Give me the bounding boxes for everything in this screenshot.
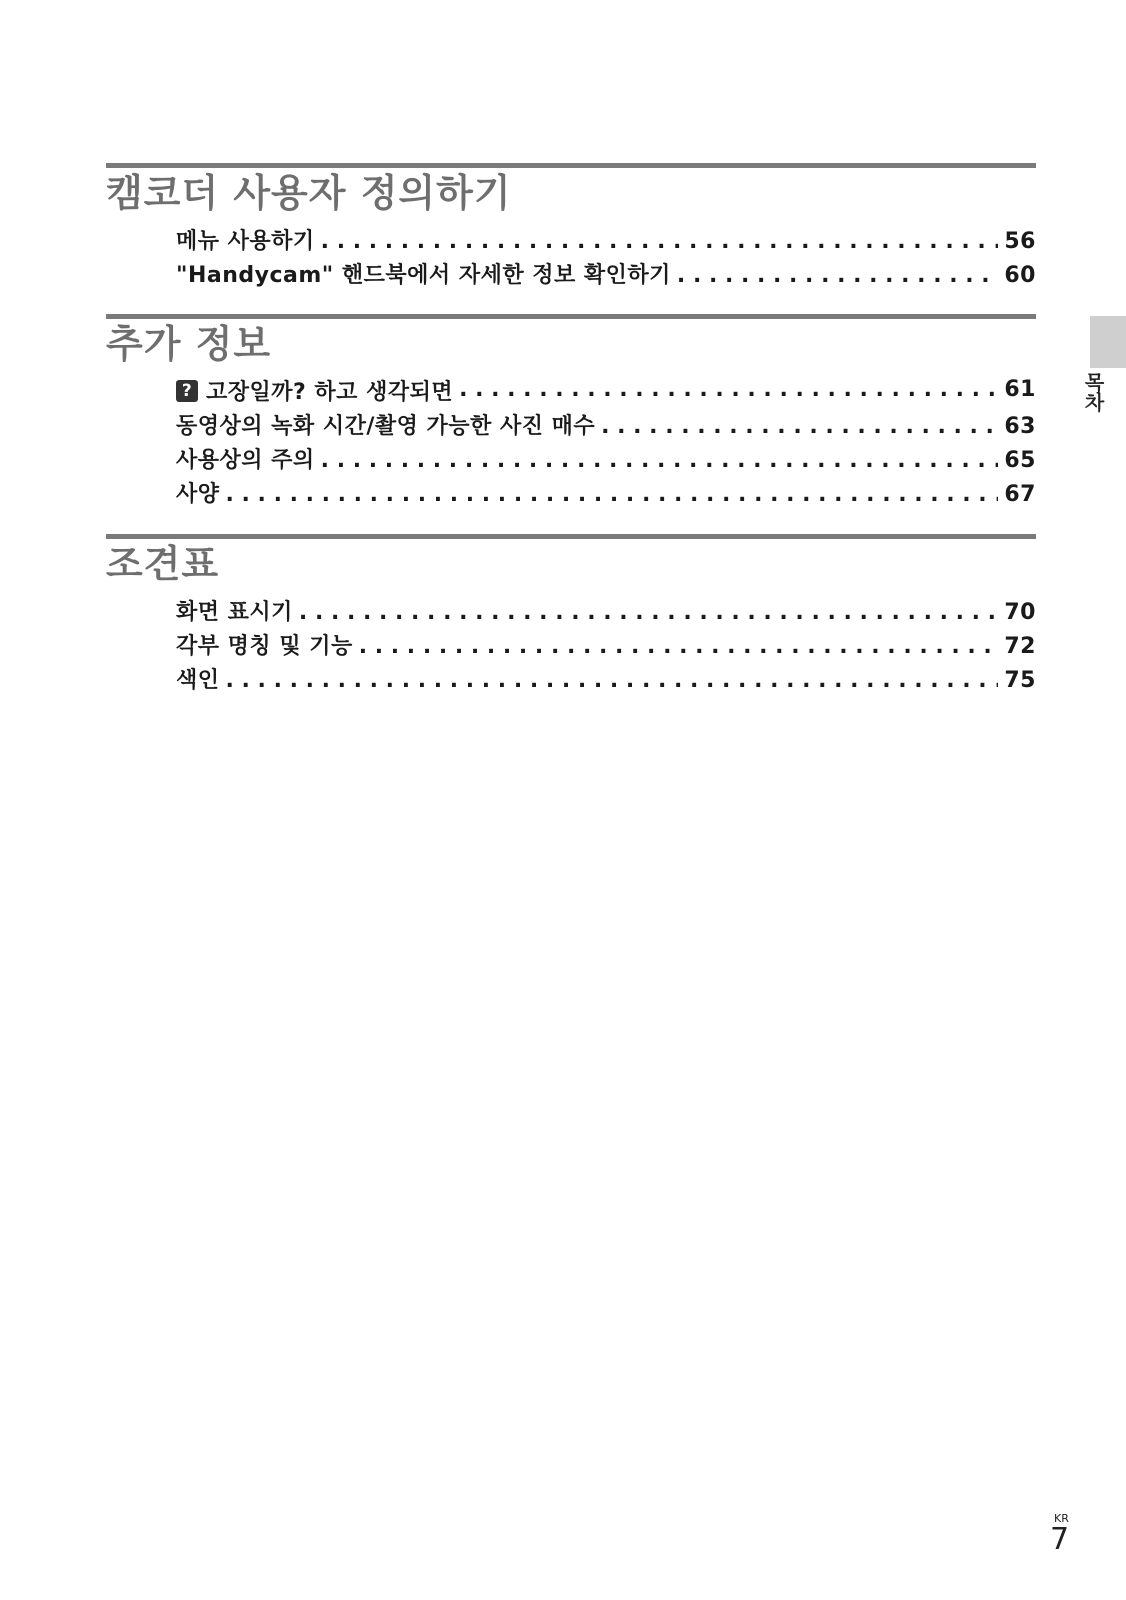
toc-entry-page: 56 xyxy=(1004,229,1036,254)
toc-entries xyxy=(176,595,1036,697)
toc-entry-page: 63 xyxy=(1004,414,1036,439)
toc-entry[interactable] xyxy=(176,375,1036,409)
leader-dots xyxy=(226,482,999,507)
question-icon: ? xyxy=(176,380,198,402)
toc-entry-label: 사양 xyxy=(176,482,220,507)
leader-dots xyxy=(359,634,999,659)
toc-entry-page: 60 xyxy=(1004,263,1036,288)
toc-section-quick-reference xyxy=(106,534,1036,697)
page-language-code: KR xyxy=(1054,1512,1069,1525)
toc-entry[interactable] xyxy=(176,663,1036,697)
toc-entry[interactable] xyxy=(176,409,1036,443)
section-rule xyxy=(106,534,1036,539)
toc-entries xyxy=(176,375,1036,511)
leader-dots xyxy=(459,377,998,402)
section-rule xyxy=(106,163,1036,168)
section-rule xyxy=(106,314,1036,319)
toc-entry-label: "Handycam" 핸드북에서 자세한 정보 확인하기 xyxy=(176,263,671,288)
side-tab-label: 목차 xyxy=(1081,372,1105,412)
side-tab-marker xyxy=(1090,316,1126,368)
toc-entry-label: 동영상의 녹화 시간/촬영 가능한 사진 매수 xyxy=(176,414,596,439)
toc-entry-label: 메뉴 사용하기 xyxy=(176,229,315,254)
leader-dots xyxy=(321,229,999,254)
toc-entry-page: 75 xyxy=(1004,668,1036,693)
leader-dots xyxy=(226,668,999,693)
page-number: 7 xyxy=(1050,1522,1070,1557)
toc-entry-page: 70 xyxy=(1004,600,1036,625)
leader-dots xyxy=(677,263,998,288)
toc-entries xyxy=(176,224,1036,292)
toc-entry-page: 65 xyxy=(1004,448,1036,473)
toc-section-customize xyxy=(106,163,1036,292)
toc-entry[interactable] xyxy=(176,443,1036,477)
toc-entry[interactable] xyxy=(176,477,1036,511)
toc-entry-label: 화면 표시기 xyxy=(176,600,293,625)
toc-entry[interactable] xyxy=(176,258,1036,292)
leader-dots xyxy=(321,448,999,473)
toc-entry-label: 각부 명칭 및 기능 xyxy=(176,634,353,659)
leader-dots xyxy=(601,414,998,439)
toc-entry-page: 67 xyxy=(1004,482,1036,507)
toc-entry[interactable] xyxy=(176,629,1036,663)
toc-entry-label: 색인 xyxy=(176,668,220,693)
toc-entry-page: 72 xyxy=(1004,634,1036,659)
section-title: 캠코더 사용자 정의하기 xyxy=(106,171,512,215)
toc-entry[interactable] xyxy=(176,595,1036,629)
section-title: 추가 정보 xyxy=(106,322,272,366)
toc-section-additional-info xyxy=(106,314,1036,511)
toc-entry-label: 사용상의 주의 xyxy=(176,448,315,473)
toc-entry-page: 61 xyxy=(1004,376,1036,402)
leader-dots xyxy=(299,600,998,625)
section-title: 조견표 xyxy=(106,542,220,586)
toc-entry[interactable] xyxy=(176,224,1036,258)
toc-entry-label: 고장일까? 하고 생각되면 xyxy=(206,380,454,405)
